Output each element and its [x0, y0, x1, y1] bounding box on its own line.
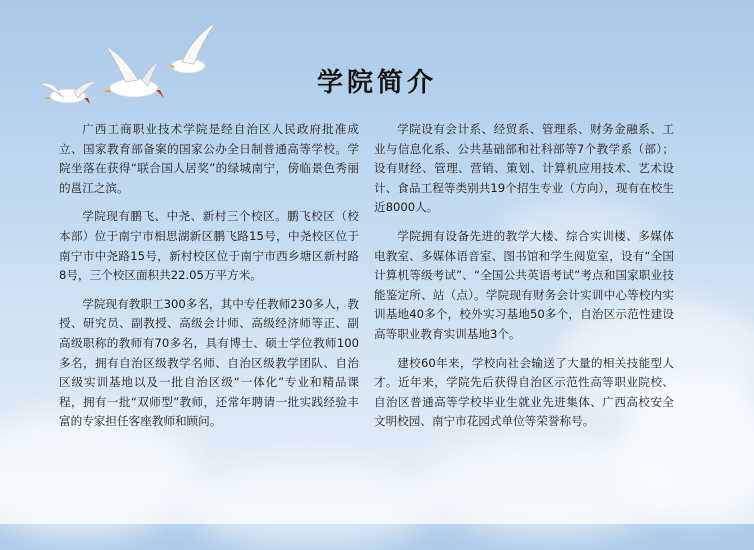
paragraph: 学院现有鹏飞、中尧、新村三个校区。鹏飞校区（校本部）位于南宁市相思湖新区鹏飞路15号，中尧校区位于南宁市中尧路15号，新村校区位于南宁市西乡塘区新村路8号，三个校区面积共22.05万平方米。: [59, 209, 359, 283]
left-column: [59, 120, 359, 441]
page-title: 学院简介: [316, 68, 437, 98]
paragraph: 建校60年来，学校向社会输送了大量的相关技能型人才。近年来，学院先后获得自治区示范性高等职业院校、自治区普通高等学校毕业生就业先进集体、广西高校安全文明校园、南宁市花园式单位等荣誉称号。: [374, 355, 674, 429]
cloud-decoration: [180, 460, 440, 550]
paragraph: 广西工商职业技术学院是经自治区人民政府批准成立、国家教育部备案的国家公办全日制普通高等学校。学院坐落在获得“联合国人居奖”的绿城南宁，傍临景色秀丽的邕江之滨。: [59, 122, 359, 195]
paragraph: 学院现有教职工300多名，其中专任教师230多人，教授、研究员、副教授、高级会计师、高级经济师等正、副高级职称的教师有70多名，具有博士、硕士学位教师100多名，拥有自治区级教学名师、自治区级教学团队、自治区级实训基地以及一批自治区级“一体化”专业和精品课程，拥有一批“双师型”教师，还常年聘请一批实践经验丰富的专家担任客座教师和顾问。: [59, 296, 359, 429]
right-column: [374, 120, 674, 441]
paragraph: 学院设有会计系、经贸系、管理系、财务金融系、工业与信息化系、公共基础部和社科部等7个教学系（部）；设有财经、管理、营销、策划、计算机应用技术、艺术设计、食品工程等类别共19个招生专业（方向），现有在校生近8000人。: [374, 122, 674, 215]
paragraph: 学院拥有设备先进的教学大楼、综合实训楼、多媒体电教室、多媒体语音室、图书馆和学生阅览室，设有“全国计算机等级考试”、“全国公共英语考试”考点和国家职业技能鉴定所、站（点）。学院现有财务会计实训中心等校内实训基地40多个，校外实习基地50多个，自治区示范性建设高等职业教育实训基地3个。: [374, 228, 674, 341]
